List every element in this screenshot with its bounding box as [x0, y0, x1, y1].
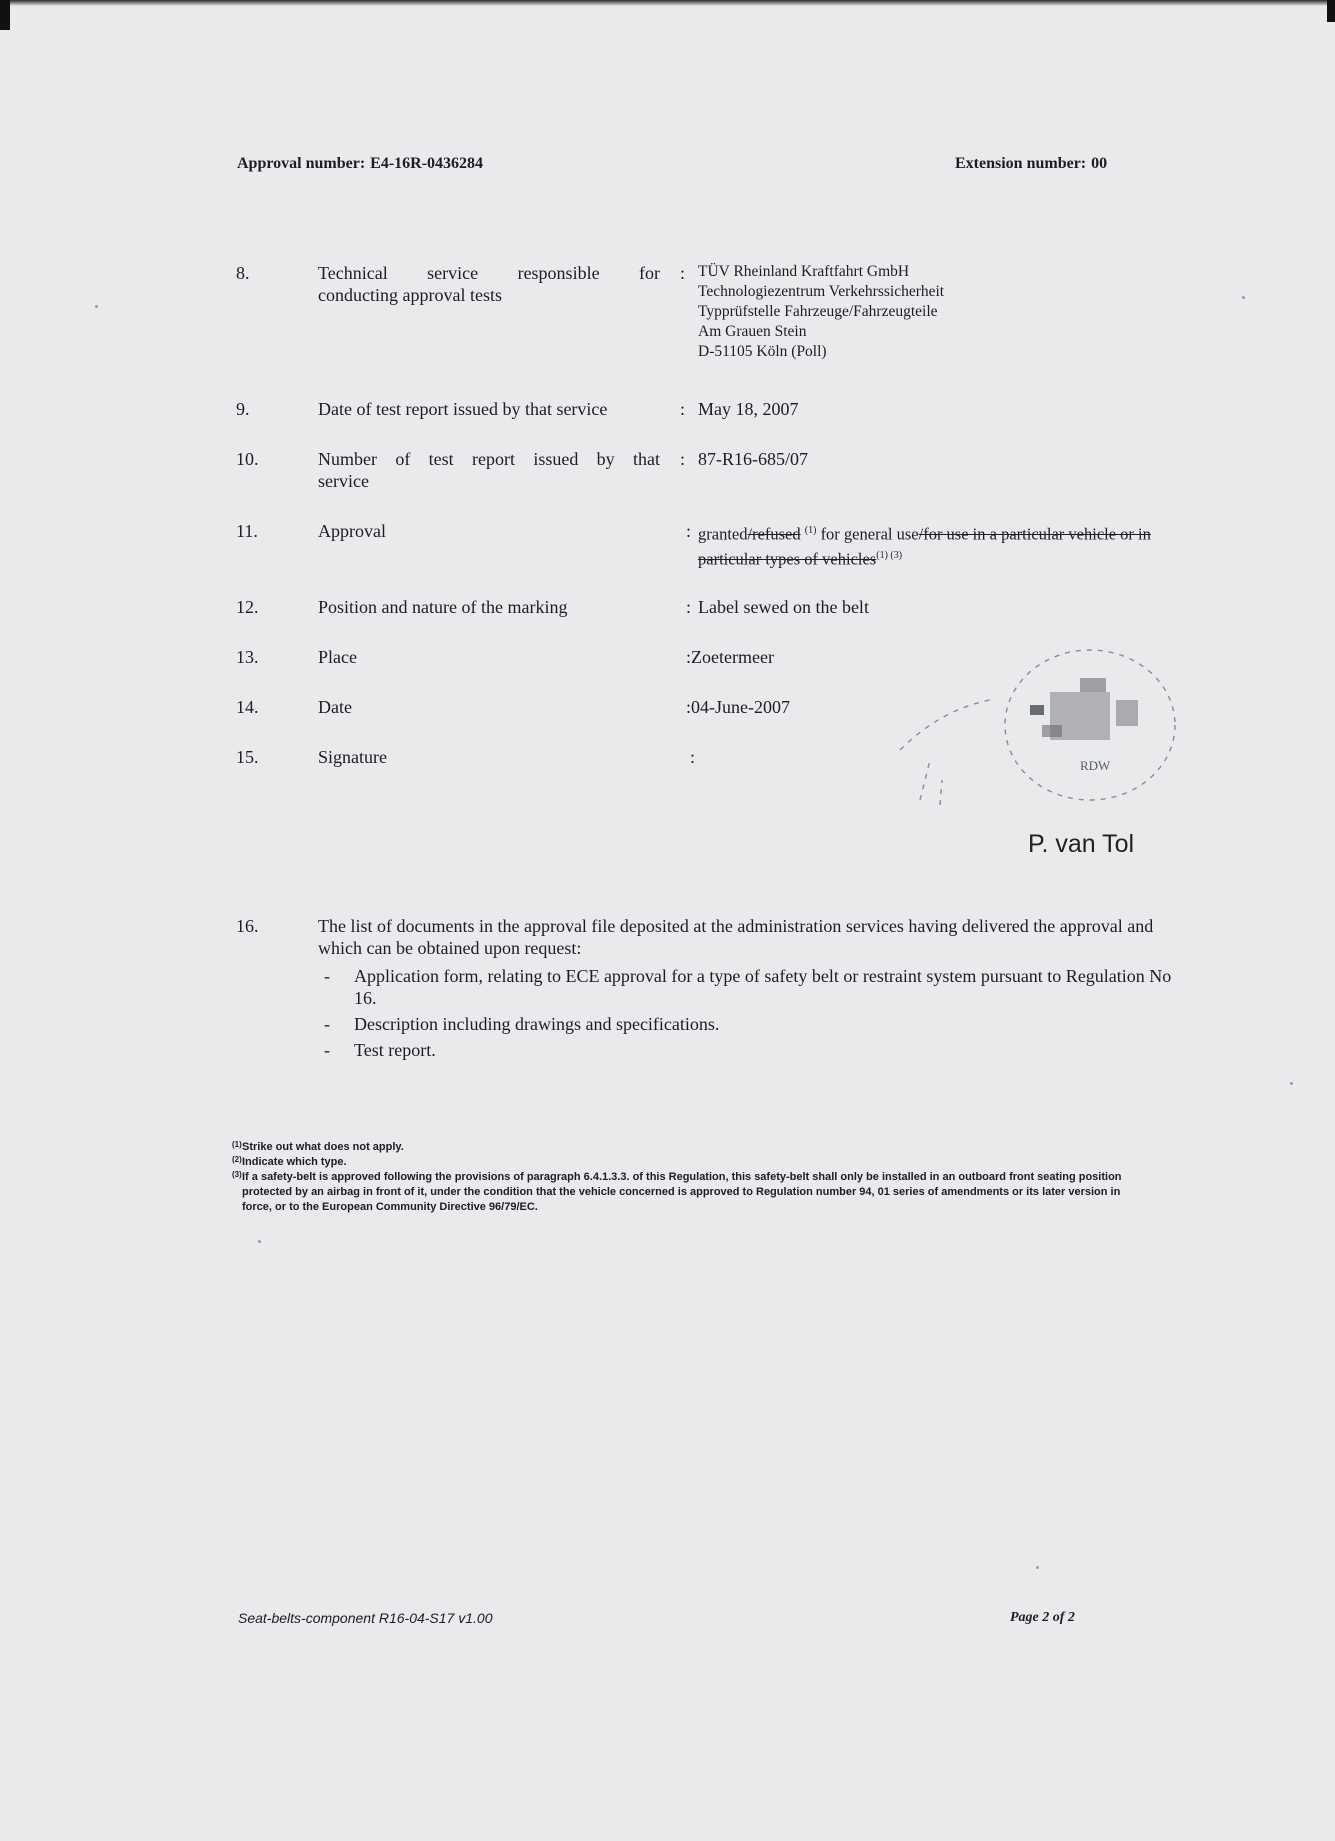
item-colon: :	[686, 597, 692, 617]
list-item-text: Description including drawings and specifications.	[354, 1014, 720, 1034]
item-number: 15.	[236, 747, 259, 767]
footnote-mark: (1)	[232, 1140, 242, 1149]
extension-number-header	[955, 155, 1107, 173]
footnote-text: If a safety-belt is approved following the provisions of paragraph 6.4.1.3.3. of this Regulation, this safety-belt shall only be installed in an outboard front seating position protected by an airbag in front of it, under the condition that the vehicle concerned is approved to Regulation number 94, 01 series of amendments or its later version in force, or to the European Community Directive 96/79/EC.	[242, 1171, 1122, 1213]
list-dash: -	[324, 1040, 330, 1060]
approval-value	[698, 520, 1188, 569]
item-label: Date of test report issued by that service	[318, 399, 608, 419]
approval-granted: granted	[698, 524, 748, 544]
list-dash: -	[324, 966, 330, 986]
extension-number-label: Extension number:	[955, 155, 1087, 172]
approval-particular-struck: /for use in a particular vehicle or in particular types of vehicles	[698, 524, 1151, 568]
item-label-line: conducting approval tests	[318, 285, 502, 305]
page-number: Page 2 of 2	[1010, 1610, 1075, 1625]
item-number: 11.	[236, 521, 258, 541]
footnotes	[232, 1140, 1152, 1215]
address-line: Am Grauen Stein	[698, 323, 807, 340]
approval-refused-struck: /refused	[747, 524, 801, 544]
list-item	[318, 1013, 1198, 1035]
item-label-line: Technical service responsible for	[318, 263, 660, 283]
address-line: TÜV Rheinland Kraftfahrt GmbH	[698, 263, 910, 280]
signature-name: P. van Tol	[1028, 830, 1135, 858]
stamp-text: RDW	[1080, 758, 1111, 773]
documents-intro: The list of documents in the approval file deposited at the administration services having delivered the approval and which can be obtained upon request:	[318, 916, 1154, 958]
item-label-line: Number of test report issued by that	[318, 449, 660, 469]
item-colon: :	[680, 399, 686, 419]
footnote-ref: (1) (3)	[876, 549, 903, 561]
item-label: Position and nature of the marking	[318, 597, 568, 617]
footnote	[232, 1140, 1152, 1155]
item-label: Approval	[318, 521, 386, 541]
footnote-mark: (3)	[232, 1170, 242, 1179]
extension-number-value: 00	[1091, 155, 1108, 172]
scan-speck	[1036, 1566, 1039, 1569]
approval-number-label: Approval number:	[237, 155, 366, 172]
footnote-mark: (2)	[232, 1155, 242, 1164]
list-dash: -	[324, 1014, 330, 1034]
item-number: 13.	[236, 647, 259, 667]
place-value: :Zoetermeer	[686, 647, 774, 667]
test-report-date: May 18, 2007	[698, 399, 799, 419]
document-reference: Seat-belts-component R16-04-S17 v1.00	[238, 1610, 493, 1626]
item-label: Signature	[318, 747, 387, 767]
approval-general-use: for general use	[816, 524, 919, 544]
list-item	[318, 1039, 1198, 1061]
footnote	[232, 1155, 1152, 1170]
item-number: 12.	[236, 597, 259, 617]
address-line: Technologiezentrum Verkehrssicherheit	[698, 283, 945, 300]
item-number: 9.	[236, 399, 250, 419]
item-number: 16.	[236, 916, 259, 936]
item-colon: :	[686, 521, 692, 541]
scan-corner	[1327, 0, 1335, 22]
approval-number-header	[237, 155, 483, 173]
address-line: Typprüfstelle Fahrzeuge/Fahrzeugteile	[698, 303, 938, 320]
item-colon: :	[680, 449, 686, 469]
item-colon: :	[690, 747, 696, 767]
documents-list	[318, 965, 1198, 1065]
marking-value: Label sewed on the belt	[698, 597, 869, 617]
item-number: 14.	[236, 697, 259, 717]
footnote-ref: (1)	[804, 525, 817, 536]
scan-speck	[1242, 296, 1245, 299]
scan-speck	[1290, 1082, 1293, 1085]
item-label	[318, 262, 660, 306]
approval-number-value: E4-16R-0436284	[370, 155, 484, 172]
item-label: Date	[318, 697, 352, 717]
footnote-text: Indicate which type.	[242, 1156, 347, 1168]
item-label	[318, 448, 660, 492]
list-item-text: Application form, relating to ECE approval for a type of safety belt or restraint system pursuant to Regulation No 16.	[354, 966, 1172, 1008]
item-colon: :	[680, 263, 686, 283]
official-stamp	[880, 630, 1190, 830]
footnote-text: Strike out what does not apply.	[242, 1141, 404, 1153]
scan-speck	[95, 305, 98, 308]
scan-speck	[258, 1240, 261, 1243]
technical-service-address	[698, 262, 1218, 362]
item-label-line: service	[318, 471, 369, 491]
footnote	[232, 1170, 1152, 1215]
scan-edge	[0, 0, 1335, 6]
list-item	[318, 965, 1198, 1009]
item-number: 10.	[236, 449, 259, 469]
item-number: 8.	[236, 263, 250, 283]
test-report-number: 87-R16-685/07	[698, 449, 808, 469]
item-label: Place	[318, 647, 357, 667]
scan-corner	[0, 0, 10, 30]
address-line: D-51105 Köln (Poll)	[698, 343, 827, 360]
list-item-text: Test report.	[354, 1040, 436, 1060]
date-value: :04-June-2007	[686, 697, 790, 717]
